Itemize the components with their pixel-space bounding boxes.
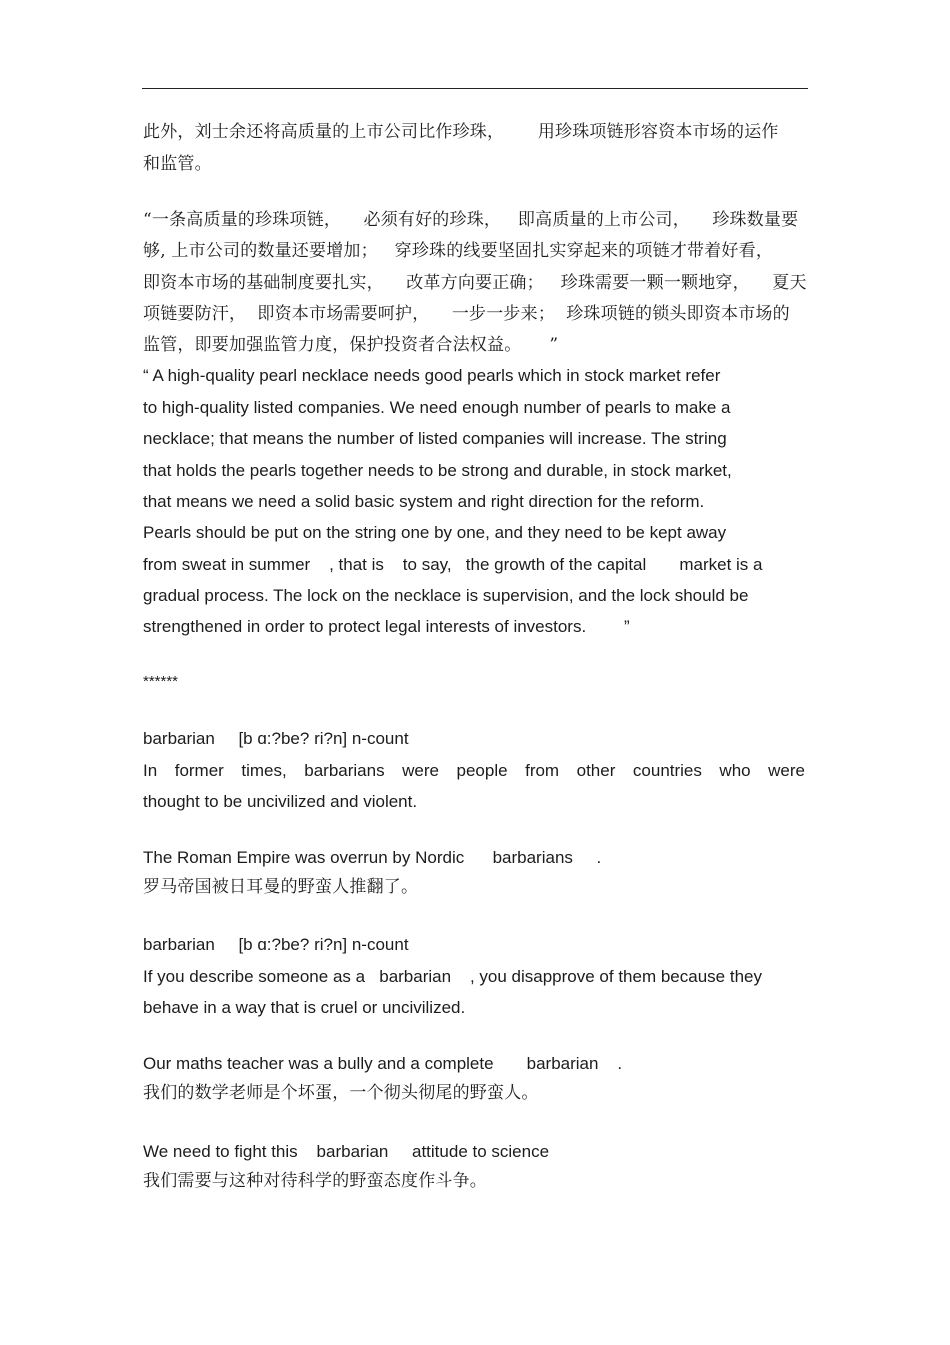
separator: ****** xyxy=(143,673,179,690)
definition-word: were xyxy=(768,761,805,780)
header-rule xyxy=(142,88,808,89)
entry-1-definition-line-1 xyxy=(143,760,805,782)
quote-zh-line-4: 项链要防汗， 即资本市场需要呵护， 一步一步来； 珍珠项链的锁头即资本市场的 xyxy=(143,304,790,324)
intro-line-2: 和监管。 xyxy=(143,154,212,174)
quote-zh-line-2: 够, 上市公司的数量还要增加； 穿珍珠的线要坚固扎实穿起来的项链才带着好看， xyxy=(143,241,774,261)
definition-word: other xyxy=(576,761,616,780)
definition-word: people xyxy=(456,761,508,780)
entry-2-headword: barbarian [b ɑ:?be? ri?n] n-count xyxy=(143,935,409,954)
quote-en-line-9: strengthened in order to protect legal interests of investors. ” xyxy=(143,617,630,636)
quote-en-line-8: gradual process. The lock on the necklace is supervision, and the lock should be xyxy=(143,586,749,605)
definition-word: from xyxy=(525,761,560,780)
intro-line-1: 此外，刘士余还将高质量的上市公司比作珍珠， 用珍珠项链形容资本市场的运作 xyxy=(143,122,779,142)
entry-2-definition-line-1: If you describe someone as a barbarian , you disapprove of them because they xyxy=(143,967,762,986)
definition-word: who xyxy=(719,761,751,780)
quote-en-line-5: that means we need a solid basic system and right direction for the reform. xyxy=(143,492,705,511)
entry-2-example-2-zh: 我们需要与这种对待科学的野蛮态度作斗争。 xyxy=(143,1171,487,1191)
quote-zh-line-1: “一条高质量的珍珠项链， 必须有好的珍珠， 即高质量的上市公司， 珍珠数量要 xyxy=(143,210,799,230)
entry-2-example-1-zh: 我们的数学老师是个坏蛋，一个彻头彻尾的野蛮人。 xyxy=(143,1083,539,1103)
definition-word: countries xyxy=(632,761,702,780)
quote-zh-line-5: 监管，即要加强监管力度，保护投资者合法权益。 ” xyxy=(143,335,559,355)
quote-en-line-2: to high-quality listed companies. We need enough number of pearls to make a xyxy=(143,398,731,417)
definition-word: barbarians xyxy=(304,761,385,780)
definition-word: times, xyxy=(241,761,287,780)
definition-word: were xyxy=(402,761,439,780)
entry-2-definition-line-2: behave in a way that is cruel or uncivilized. xyxy=(143,998,466,1017)
quote-en-line-6: Pearls should be put on the string one by one, and they need to be kept away xyxy=(143,523,727,542)
entry-1-definition-line-2: thought to be uncivilized and violent. xyxy=(143,792,418,811)
quote-en-line-1: “ A high-quality pearl necklace needs good pearls which in stock market refer xyxy=(143,366,721,385)
entry-1-example-zh: 罗马帝国被日耳曼的野蛮人推翻了。 xyxy=(143,877,419,897)
quote-en-line-4: that holds the pearls together needs to be strong and durable, in stock market, xyxy=(143,461,732,480)
quote-en-line-3: necklace; that means the number of listed companies will increase. The string xyxy=(143,429,727,448)
entry-2-example-1-en: Our maths teacher was a bully and a complete barbarian . xyxy=(143,1054,623,1073)
quote-zh-line-3: 即资本市场的基础制度要扎实， 改革方向要正确； 珍珠需要一颗一颗地穿， 夏天 xyxy=(143,273,807,293)
entry-1-example-en: The Roman Empire was overrun by Nordic barbarians . xyxy=(143,848,602,867)
entry-1-headword: barbarian [b ɑ:?be? ri?n] n-count xyxy=(143,729,409,748)
definition-word: former xyxy=(174,761,224,780)
quote-en-line-7: from sweat in summer , that is to say, the growth of the capital market is a xyxy=(143,555,763,574)
definition-word: In xyxy=(143,761,158,780)
entry-2-example-2-en: We need to fight this barbarian attitude to science xyxy=(143,1142,550,1161)
